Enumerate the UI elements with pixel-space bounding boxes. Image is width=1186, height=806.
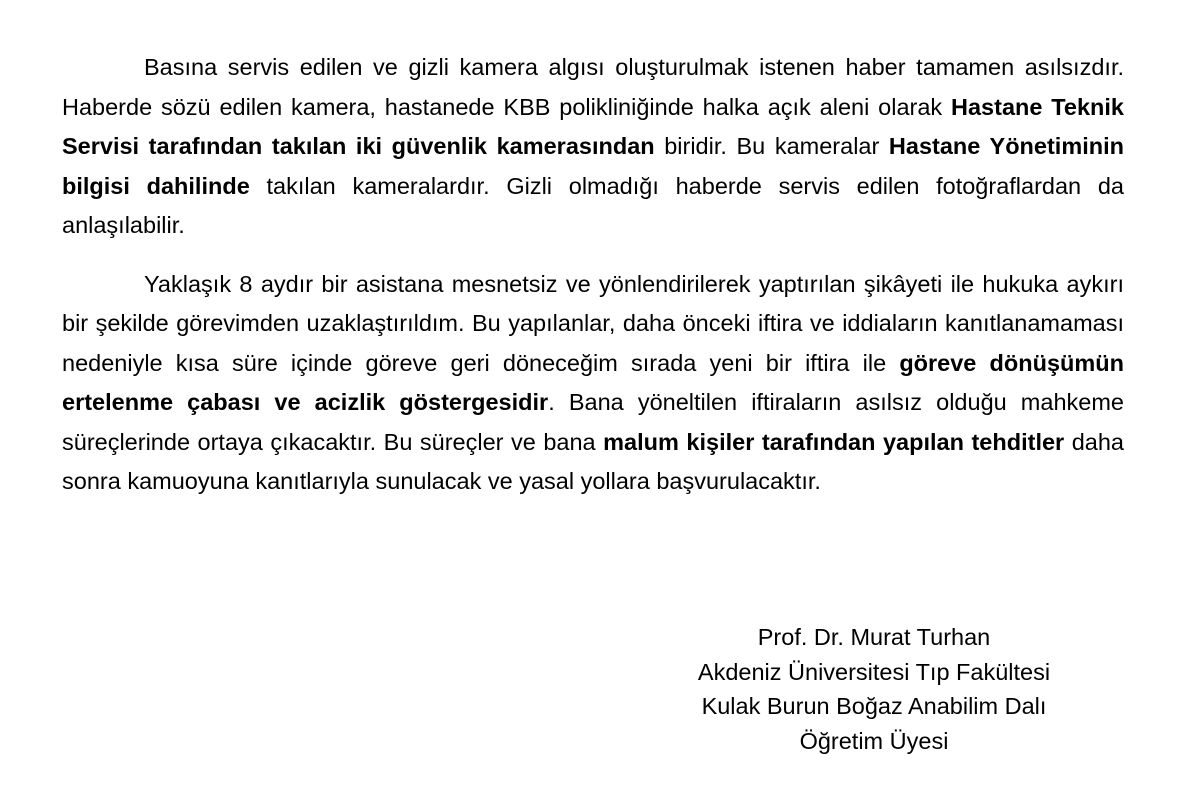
text-segment: takılan kameralardır. Gizli olmadığı haberde servis edilen fotoğraflardan da anlaşılabilir. [62, 172, 1124, 238]
signature-block [614, 620, 1134, 758]
signatory-department: Kulak Burun Boğaz Anabilim Dalı [701, 693, 1047, 719]
signatory-institution: Akdeniz Üniversitesi Tıp Fakültesi [697, 658, 1051, 685]
text-segment: daha sonra kamuoyuna kanıtlarıyla sunulacak ve yasal yollara başvurulacaktır. [62, 428, 1124, 494]
paragraph-1 [62, 48, 1124, 246]
paragraph-2 [62, 265, 1124, 502]
statement-body [62, 48, 1124, 521]
signatory-title: Öğretim Üyesi [799, 727, 949, 754]
bold-text-segment: malum kişiler tarafından yapılan tehditler [603, 428, 1065, 455]
text-segment: Yaklaşık 8 aydır bir asistana mesnetsiz ve yönlendirilerek yaptırılan şikâyeti ile hukuka aykırı bir şekilde görevimden uzaklaştırıldım. Bu yapılanlar, daha önceki iftira ve iddiaların kanıtlanamaması nedeniyle kısa süre içinde göreve geri döneceğim sırada yeni bir iftira ile [62, 270, 1124, 376]
signatory-name: Prof. Dr. Murat Turhan [757, 624, 991, 650]
bold-text-segment: Hastane Yönetiminin bilgisi dahilinde [62, 133, 1124, 199]
text-segment: Basına servis edilen ve gizli kamera algısı oluşturulmak istenen haber tamamen asılsızdır. Haberde sözü edilen kamera, hastanede KBB polikliniğinde halka açık aleni olarak [62, 54, 1124, 120]
bold-text-segment: Hastane Teknik Servisi tarafından takılan iki güvenlik kamerasından [62, 93, 1124, 159]
bold-text-segment: göreve dönüşümün ertelenme çabası ve acizlik göstergesidir [62, 349, 1124, 415]
text-segment: . Bana yöneltilen iftiraların asılsız olduğu mahkeme süreçlerinde ortaya çıkacaktır. Bu süreçler ve bana [62, 389, 1124, 455]
text-segment: biridir. Bu kameralar [654, 133, 889, 159]
